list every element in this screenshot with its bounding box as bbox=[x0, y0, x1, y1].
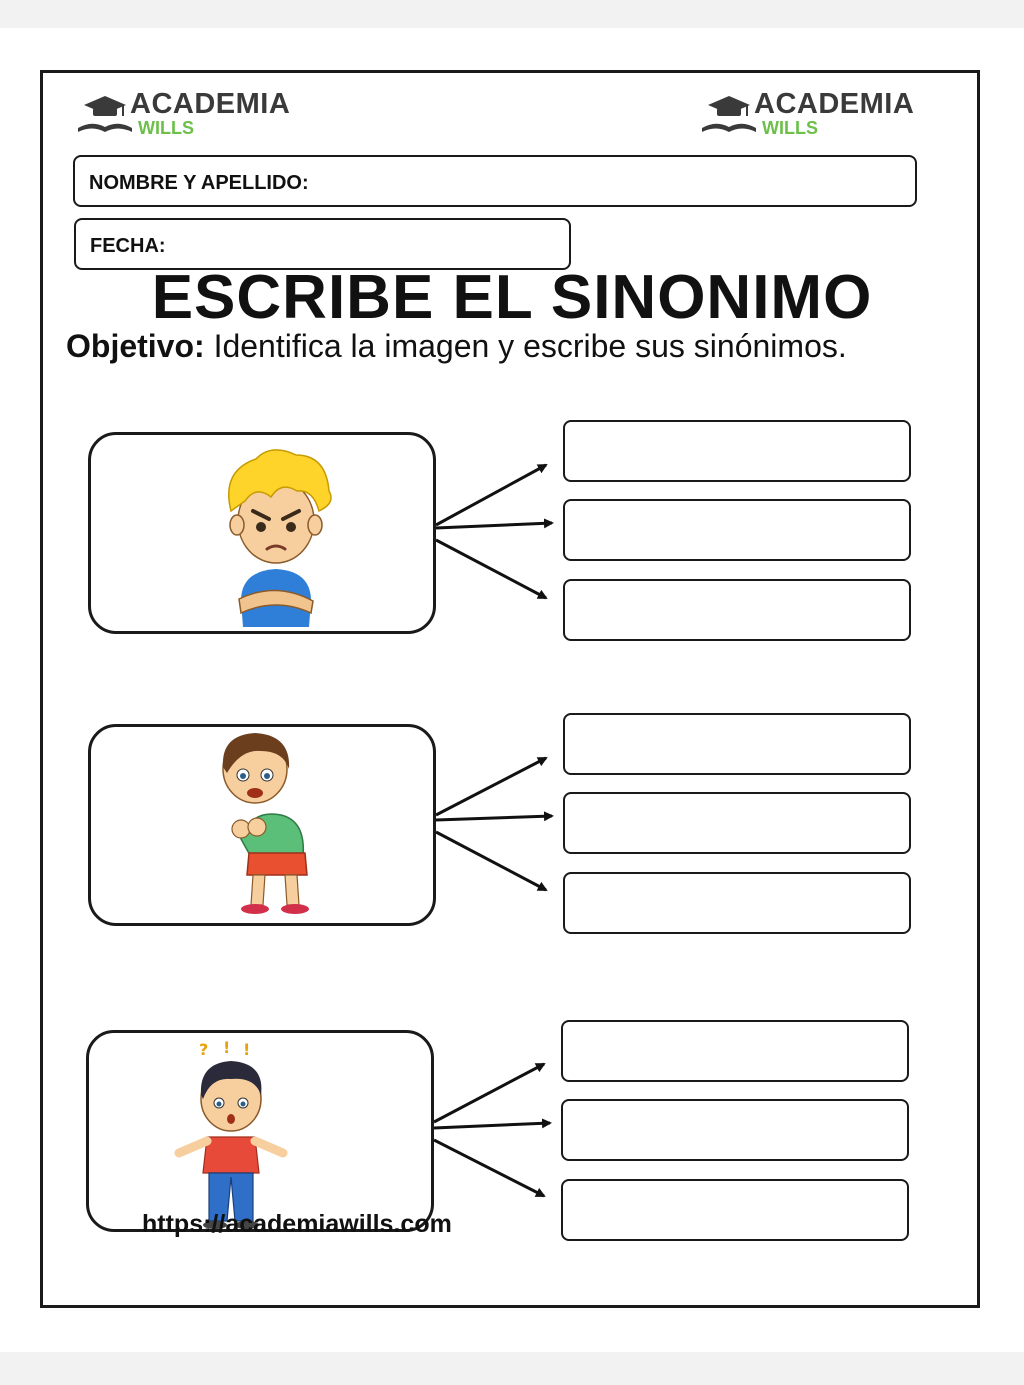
objective-text: Identifica la imagen y escribe sus sinónimos. bbox=[204, 328, 847, 364]
name-field-label: NOMBRE Y APELLIDO: bbox=[89, 172, 309, 194]
logo-subname: WILLS bbox=[138, 118, 194, 138]
logo-name: ACADEMIA bbox=[754, 88, 915, 120]
answer-box[interactable] bbox=[561, 1020, 909, 1082]
arrow bbox=[436, 832, 546, 890]
picture-box-2 bbox=[88, 724, 436, 926]
arrow bbox=[434, 1140, 544, 1196]
svg-text:!: ! bbox=[223, 1038, 231, 1057]
answer-box[interactable] bbox=[563, 420, 911, 482]
objective-label: Objetivo: bbox=[66, 328, 205, 364]
confused-boy-icon bbox=[169, 1037, 299, 1237]
arrow bbox=[436, 758, 546, 815]
answer-box[interactable] bbox=[561, 1179, 909, 1241]
picture-box-1 bbox=[88, 432, 436, 634]
answer-box[interactable] bbox=[561, 1099, 909, 1161]
arrow bbox=[436, 540, 546, 598]
arrow bbox=[434, 1064, 544, 1122]
answer-box[interactable] bbox=[563, 499, 911, 561]
angry-boy-icon bbox=[201, 441, 351, 631]
arrow bbox=[434, 1123, 550, 1128]
website-url[interactable]: https://academiawills.com bbox=[142, 1210, 452, 1238]
date-field-label: FECHA: bbox=[90, 235, 166, 257]
logo-name: ACADEMIA bbox=[130, 88, 291, 120]
arrow bbox=[436, 465, 546, 525]
svg-text:!: ! bbox=[243, 1040, 251, 1059]
worksheet-title: ESCRIBE EL SINONIMO bbox=[151, 263, 873, 332]
answer-box[interactable] bbox=[563, 713, 911, 775]
logo-subname: WILLS bbox=[762, 118, 818, 138]
picture-box-3 bbox=[86, 1030, 434, 1232]
answer-box[interactable] bbox=[563, 872, 911, 934]
arrow bbox=[436, 523, 552, 528]
scared-boy-icon bbox=[211, 729, 331, 919]
answer-box[interactable] bbox=[563, 792, 911, 854]
svg-text:?: ? bbox=[199, 1040, 209, 1059]
arrow bbox=[436, 816, 552, 820]
answer-box[interactable] bbox=[563, 579, 911, 641]
